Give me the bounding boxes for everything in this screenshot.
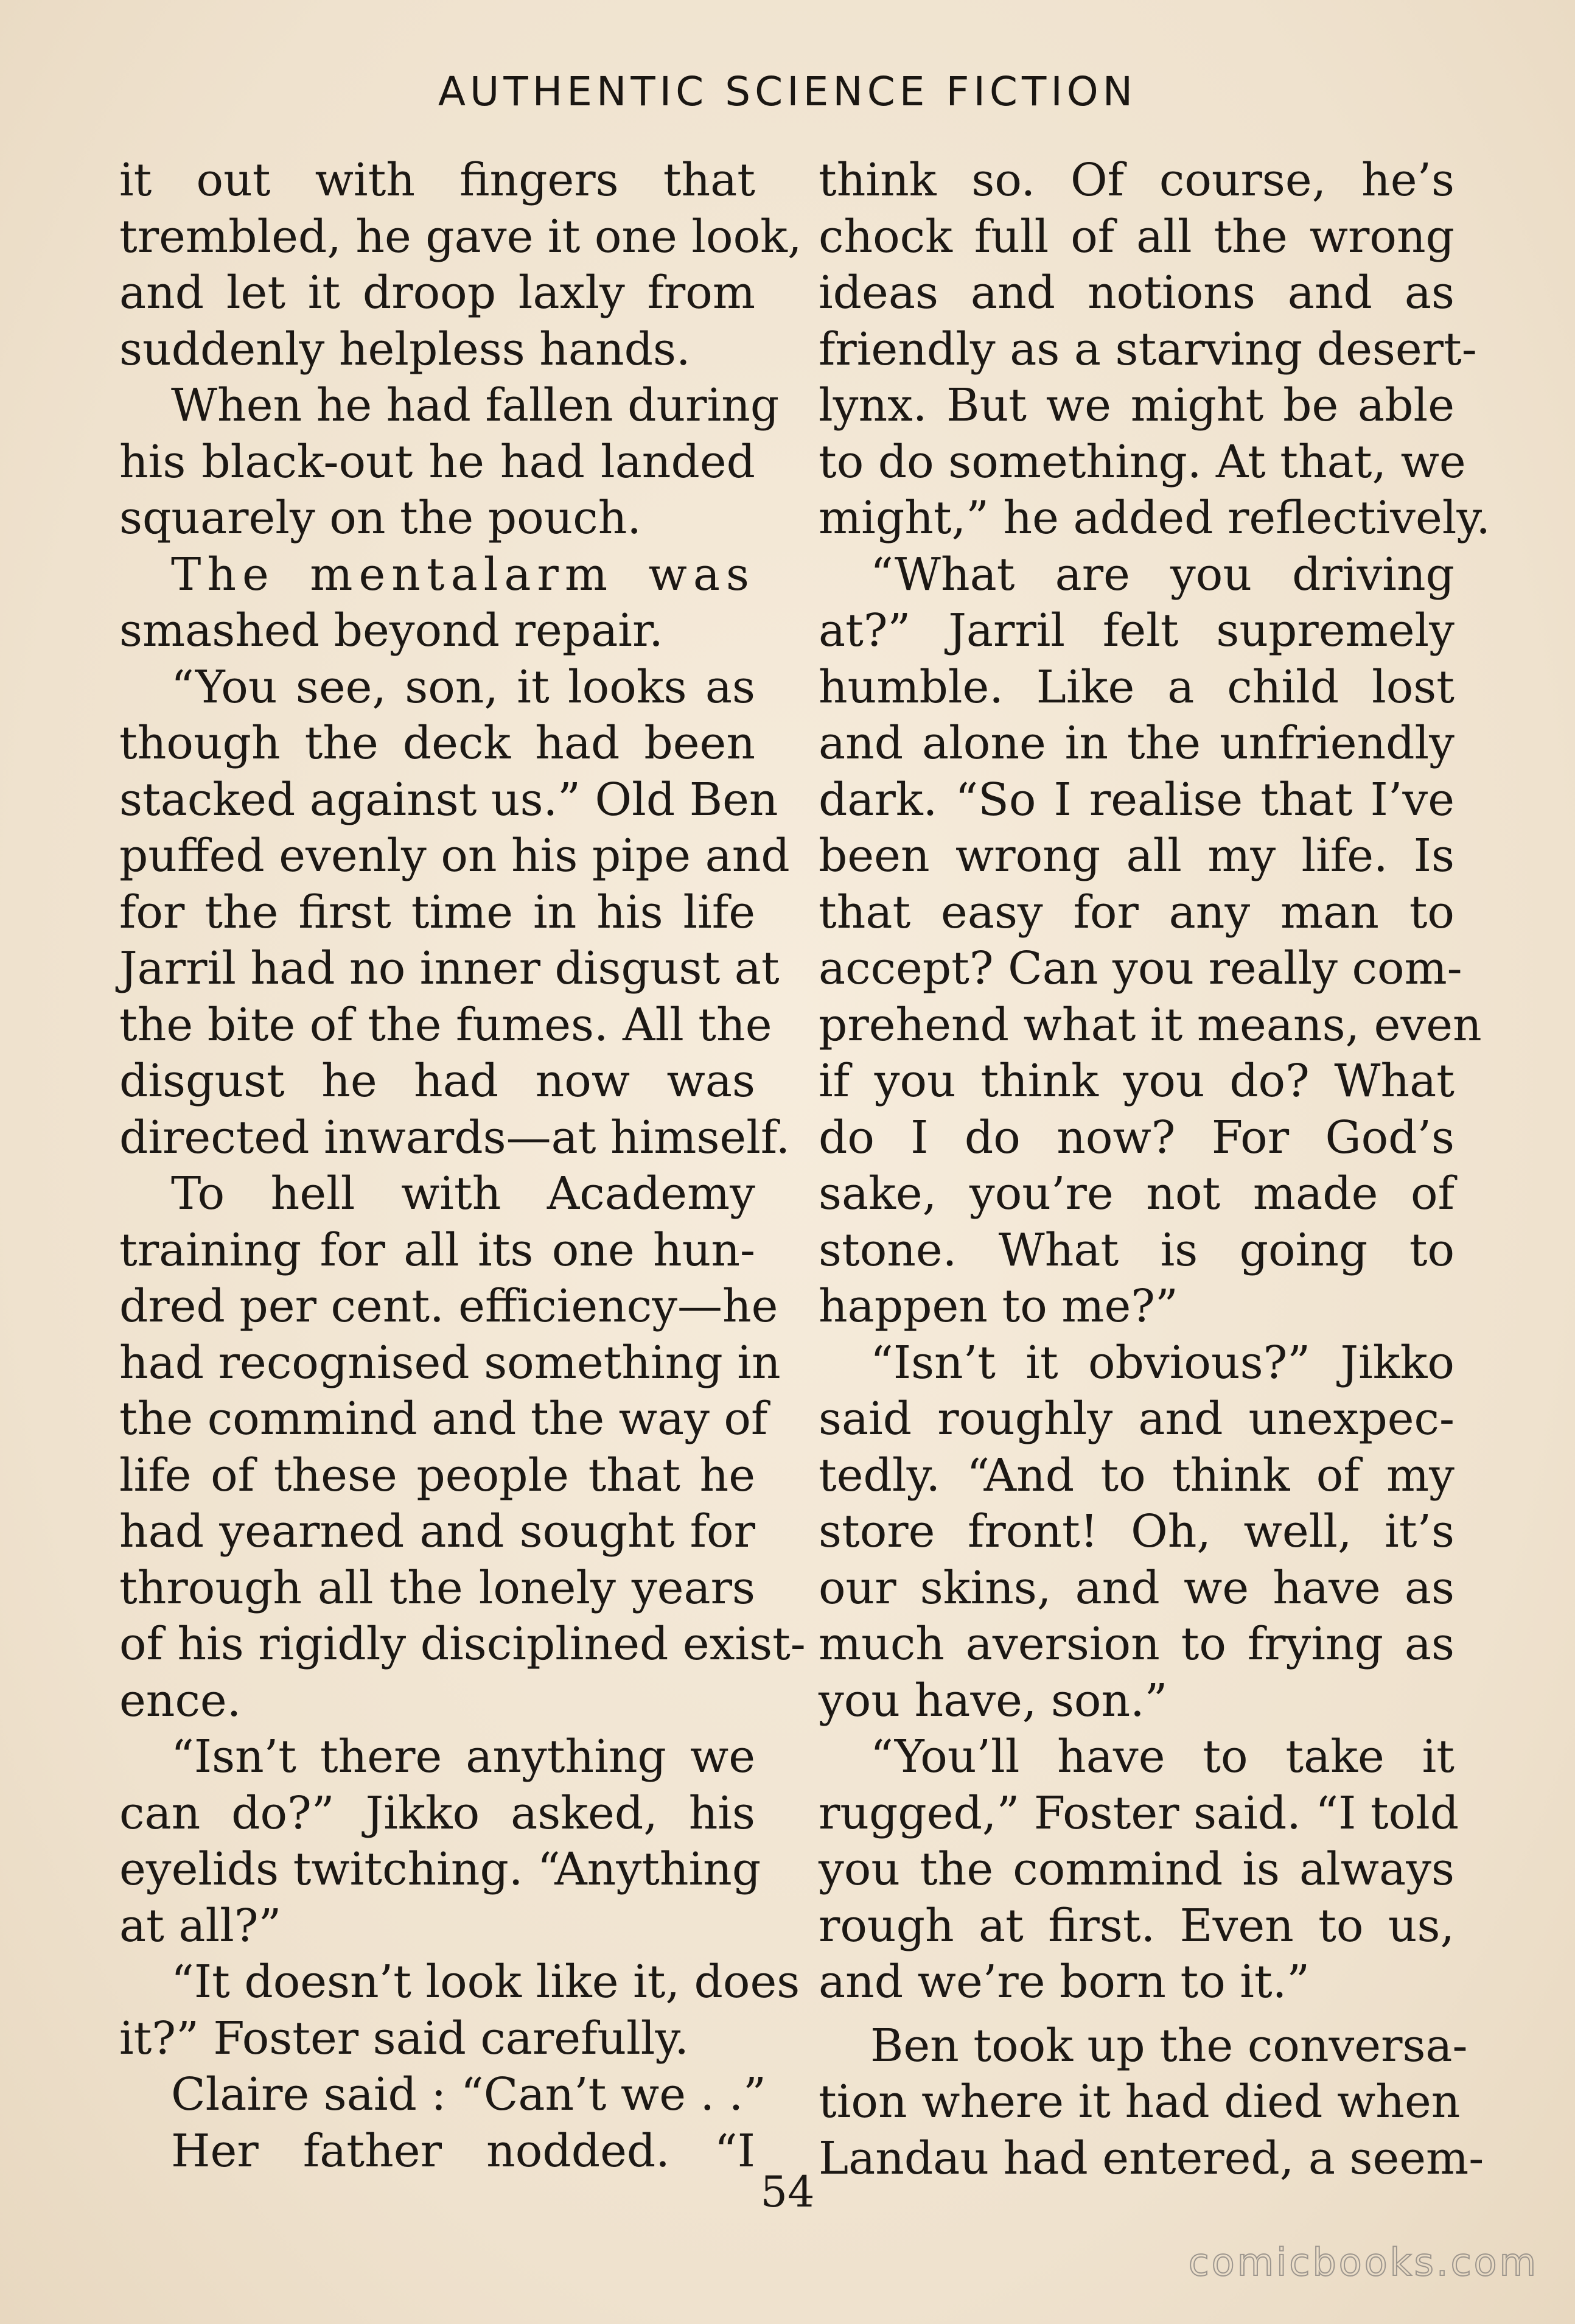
text-line: ence. [119,1674,242,1727]
text-line: ideas and notions and as [819,267,1455,319]
text-line: stacked against us.” Old Ben [119,773,778,826]
text-line: accept? Can you really com- [819,942,1462,995]
right-text-column [819,152,1490,2186]
text-line: rugged,” Foster said. “I told [819,1787,1459,1839]
text-line: tedly. “And to think of my [819,1449,1455,1502]
text-line: Landau had entered, a seem- [819,2132,1484,2185]
text-line: do I do now? For God’s [819,1111,1455,1164]
text-line: and we’re born to it.” [819,1956,1310,2008]
text-line: think so. Of course, he’s [819,154,1455,206]
text-line: stone. What is going to [819,1223,1455,1276]
watermark-logo: comicbooks.com [1188,2240,1538,2284]
text-line: at?” Jarril felt supremely [819,604,1455,657]
text-line: though the deck had been [119,717,755,769]
text-line: dark. “So I realise that I’ve [819,773,1455,826]
text-line: can do?” Jikko asked, his [119,1787,755,1839]
text-line: eyelids twitching. “Anything [119,1843,761,1895]
text-line: the bite of the fumes. All the [119,998,772,1051]
text-line: smashed beyond repair. [119,604,663,657]
text-line: humble. Like a child lost [819,660,1455,713]
text-line: and let it droop laxly from [119,267,755,319]
text-line: “What are you driving [870,548,1455,601]
text-line: had recognised something in [119,1336,781,1389]
text-line: our skins, and we have as [819,1561,1455,1614]
text-line: Jarril had no inner disgust at [119,942,780,995]
text-line: Her father nodded. “I [171,2124,755,2177]
text-line: “You’ll have to take it [870,1731,1455,1783]
text-line: of his rigidly disciplined exist- [119,1618,806,1670]
text-line: suddenly helpless hands. [119,323,691,376]
text-line: if you think you do? What [819,1055,1455,1107]
text-line: When he had fallen during [171,379,780,432]
text-line: to do something. At that, we [819,435,1466,488]
text-line: might,” he added reflectively. [819,492,1490,544]
left-text-column [119,152,806,2179]
text-line: tion where it had died when [819,2076,1461,2128]
text-line: Claire said : “Can’t we . .” [171,2068,766,2121]
text-line: you the commind is always [819,1843,1455,1895]
text-line: “Isn’t it obvious?” Jikko [870,1336,1455,1389]
running-header: AUTHENTIC SCIENCE FICTION [438,68,1137,115]
text-line: sake, you’re not made of [819,1167,1455,1220]
text-line: it?” Foster said carefully. [119,2012,689,2065]
text-line: his black-out he had landed [119,435,755,488]
text-line: it out with fingers that [119,154,755,206]
text-line: squarely on the pouch. [119,492,641,544]
text-line: puffed evenly on his pipe and [119,830,790,882]
text-line: trembled, he gave it one look, [119,210,802,263]
text-line: that easy for any man to [819,886,1455,939]
text-line: and alone in the unfriendly [819,717,1455,769]
text-line: training for all its one hun- [119,1223,755,1276]
text-line: Ben took up the conversa- [870,2019,1468,2072]
text-line: through all the lonely years [119,1561,755,1614]
text-line: happen to me?” [819,1280,1178,1332]
text-line: you have, son.” [819,1674,1168,1727]
page-number: 54 [760,2167,815,2217]
text-line: had yearned and sought for [119,1505,755,1558]
text-line: much aversion to frying as [819,1618,1455,1670]
text-line: rough at first. Even to us, [819,1899,1455,1952]
text-line: “Isn’t there anything we [171,1731,755,1783]
text-line: friendly as a starving desert- [819,323,1477,376]
text-line: life of these people that he [119,1449,755,1502]
text-line: directed inwards—at himself. [119,1111,791,1164]
text-line: been wrong all my life. Is [819,830,1455,882]
text-line: said roughly and unexpec- [819,1393,1455,1445]
paragraph-gap [819,2011,1455,2018]
text-line: chock full of all the wrong [819,210,1455,263]
text-line: store front! Oh, well, it’s [819,1505,1455,1558]
text-line: “It doesn’t look like it, does [171,1956,800,2008]
text-line: for the first time in his life [119,886,755,939]
text-line: at all?” [119,1899,282,1952]
text-line: dred per cent. efficiency—he [119,1280,778,1332]
text-line: “You see, son, it looks as [171,660,755,713]
text-line: To hell with Academy [171,1167,755,1220]
text-line: the commind and the way of [119,1393,768,1445]
text-line: prehend what it means, even [819,998,1482,1051]
text-line: The mentalarm was [171,548,755,601]
text-line: disgust he had now was [119,1055,755,1107]
text-line: lynx. But we might be able [819,379,1455,432]
